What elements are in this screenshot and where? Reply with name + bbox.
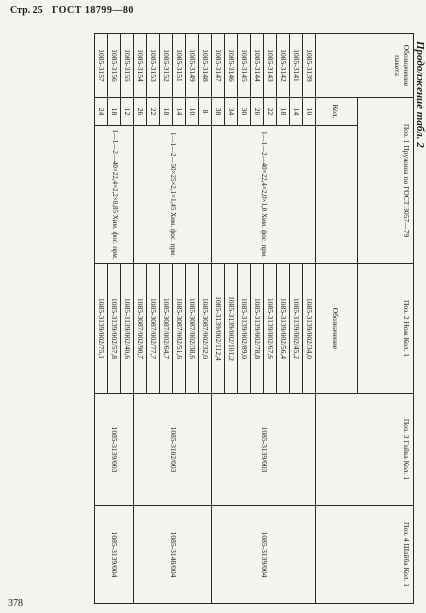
cell-spring: 1—1—2—40×22,4×2,2×0,85 Хим. фос. прм. [95,126,134,264]
cell-pos2: 1085-3139/002/75,1 [95,264,108,394]
cell-spring: 1—1—2—40×22,4×2,0×1,0 Хим. фос. прм. [212,126,316,264]
cell-designation: 1085-3149 [186,34,199,98]
cell-designation: 1085-3148 [199,34,212,98]
continuation-label: Продолжение табл. 2 [414,41,426,148]
cell-designation: 1085-3151 [173,34,186,98]
cell-pos2: 1085-3087/002/51,6 [173,264,186,394]
cell-designation: 1085-3153 [147,34,160,98]
cell-pos2: 1085-3139/002/89,0 [238,264,251,394]
cell-qty: 10 [186,98,199,126]
cell-designation: 1085-3154 [134,34,147,98]
col-header-qty: Кол. [316,98,358,126]
cell-qty: 10 [303,98,316,126]
cell-spring: 1—1—2—50×25×2,1×1,45 Хим. фос. прм. [134,126,212,264]
col-header-pos1: Поз. 1 Пружина по ГОСТ 3057—79 [358,98,414,264]
table-row [199,34,212,604]
cell-washer: 1085-3148/004 [134,506,212,604]
cell-pos2: 1085-3087/002/64,7 [160,264,173,394]
cell-qty: 30 [238,98,251,126]
cell-pos2: 1085-3139/002/45,2 [290,264,303,394]
cell-qty: 26 [251,98,264,126]
cell-designation: 1085-3156 [108,34,121,98]
col-header-pos3: Поз. 3 Гайка Кол. 1 [316,394,414,506]
page-number: 378 [8,598,23,609]
col-header-pos1-empty [316,126,358,264]
page-header [8,5,418,19]
col-header-designation: Обозначение пакета [316,34,414,98]
cell-qty: 24 [95,98,108,126]
cell-nut: 1085-3102/003 [134,394,212,506]
cell-qty: 34 [225,98,238,126]
cell-qty: 18 [277,98,290,126]
cell-pos2: 1085-3139/002/78,8 [251,264,264,394]
cell-pos2: 1085-3139/002/112,4 [212,264,225,394]
cell-designation: 1085-3144 [251,34,264,98]
cell-designation: 1085-3142 [277,34,290,98]
spring-package-table [94,33,414,604]
col-header-pos2: Поз. 2 Нож Кол. 1 [358,264,414,394]
cell-qty: 14 [290,98,303,126]
cell-designation: 1085-3145 [238,34,251,98]
standard-label: ГОСТ 18799—80 [52,5,134,16]
cell-pos2: 1085-3139/002/34,0 [303,264,316,394]
cell-washer: 1085-3139/004 [95,506,134,604]
cell-pos2: 1085-3087/002/77,7 [147,264,160,394]
cell-pos2: 1085-3087/002/38,6 [186,264,199,394]
cell-designation: 1085-3147 [212,34,225,98]
cell-qty: 14 [173,98,186,126]
cell-designation: 1085-3139 [303,34,316,98]
cell-designation: 1085-3141 [290,34,303,98]
cell-pos2: 1085-3139/002/56,4 [277,264,290,394]
table-row [121,34,134,604]
cell-pos2: 1085-3087/002/32,0 [199,264,212,394]
cell-qty: 38 [212,98,225,126]
cell-designation: 1085-3155 [121,34,134,98]
cell-qty: 26 [134,98,147,126]
cell-washer: 1085-3139/004 [212,506,316,604]
cell-qty: 18 [160,98,173,126]
cell-nut: 1085-3139/003 [212,394,316,506]
col-header-pos2-sub: Обозначение [316,264,358,394]
cell-pos2: 1085-3139/002/101,2 [225,264,238,394]
cell-qty: 22 [147,98,160,126]
cell-designation: 1085-3157 [95,34,108,98]
cell-pos2: 1085-3087/002/90,7 [134,264,147,394]
cell-pos2: 1085-3139/002/40,6 [121,264,134,394]
cell-pos2: 1085-3139/002/57,8 [108,264,121,394]
cell-qty: 12 [121,98,134,126]
cell-designation: 1085-3143 [264,34,277,98]
cell-nut: 1085-3139/003 [95,394,134,506]
table-row [303,34,316,604]
table-body [95,34,316,604]
cell-pos2: 1085-3139/002/67,6 [264,264,277,394]
col-header-pos4: Поз. 4 Шайба Кол. 1 [316,506,414,604]
cell-qty: 18 [108,98,121,126]
cell-designation: 1085-3146 [225,34,238,98]
cell-designation: 1085-3152 [160,34,173,98]
cell-qty: 8 [199,98,212,126]
page-label: Стр. 25 [10,5,43,16]
cell-qty: 22 [264,98,277,126]
rotated-table-page [32,33,426,603]
